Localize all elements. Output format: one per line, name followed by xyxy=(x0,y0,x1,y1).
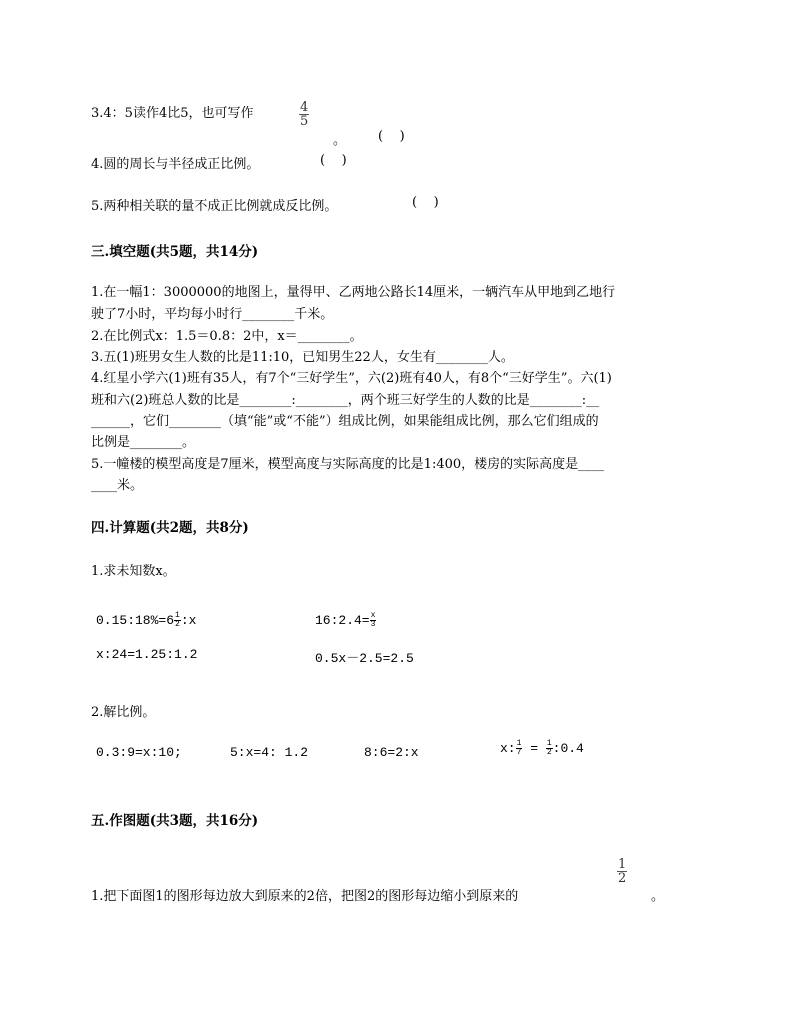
section-4-heading: 四.计算题(共2题，共8分) xyxy=(91,520,249,536)
fraction-numerator: 1 xyxy=(546,739,552,748)
section-3-line: 5.一幢楼的模型高度是7厘米，模型高度与实际高度的比是1:400，楼房的实际高度是____ xyxy=(91,457,605,472)
section-5-heading: 五.作图题(共3题，共16分) xyxy=(91,813,259,829)
fraction-denominator: 5 xyxy=(300,114,309,129)
equation-4: 0.5x－2.5=2.5 xyxy=(315,651,414,666)
fraction-denominator: 2 xyxy=(175,620,180,629)
section-3-heading: 三.填空题(共5题，共14分) xyxy=(91,244,259,260)
fraction-four-fifths xyxy=(299,101,309,128)
question-2-3-end xyxy=(333,129,346,148)
proportion-4-equals: = xyxy=(522,740,546,756)
proportion-4-left: x: xyxy=(500,740,516,756)
section-3-line: 4.红星小学六(1)班有35人，有7个“三好学生”，六(2)班有40人，有8个“三好学生”。六(1) xyxy=(91,371,612,386)
proportion-4-fraction-2 xyxy=(546,740,553,757)
question-5-1: 1.把下面图1的图形每边放大到原来的2倍，把图2的图形每边缩小到原来的 xyxy=(91,889,519,904)
fraction-denominator: 3 xyxy=(370,620,376,629)
answer-paren-text: ( ) xyxy=(320,153,347,168)
equation-1-fraction xyxy=(174,612,181,629)
question-4-1-label: 1.求未知数x。 xyxy=(91,564,176,579)
section-3-line: 班和六(2)班总人数的比是________:________，两个班三好学生的人数的比是________:__ xyxy=(91,393,600,408)
equation-1-left: 0.15:18%=6 xyxy=(96,612,175,628)
question-2-3-period: 。 xyxy=(333,133,347,148)
fraction-one-half xyxy=(617,858,627,885)
fraction-denominator: 2 xyxy=(618,871,627,886)
fraction-numerator: x xyxy=(370,611,376,620)
question-2-4-text: 4.圆的周长与半径成正比例。 xyxy=(91,157,260,172)
proportion-4-right: :0.4 xyxy=(552,740,584,756)
proportion-4 xyxy=(500,740,584,757)
section-3-line: 2.在比例式x：1.5＝0.8：2中，x＝________。 xyxy=(91,329,363,344)
question-2-4 xyxy=(91,153,259,172)
answer-paren[interactable] xyxy=(378,129,405,144)
proportion-3: 8:6=2:x xyxy=(364,745,419,760)
answer-paren-text: ( ) xyxy=(378,129,405,144)
question-5-1-end: 。 xyxy=(651,889,665,904)
answer-paren[interactable] xyxy=(412,195,439,210)
section-3-line: 驶了7小时，平均每小时行________千米。 xyxy=(91,307,334,322)
fraction-denominator: 2 xyxy=(546,748,552,757)
question-2-3-fraction xyxy=(299,101,309,128)
fraction-numerator: 1 xyxy=(618,857,627,872)
fraction-numerator: 4 xyxy=(300,100,309,115)
equation-3: x:24=1.25:1.2 xyxy=(96,647,198,662)
answer-paren-text: ( ) xyxy=(412,195,439,210)
question-2-3 xyxy=(91,102,254,121)
section-3-line: 比例是________。 xyxy=(91,435,196,450)
question-4-2-label: 2.解比例。 xyxy=(91,705,156,720)
answer-paren[interactable] xyxy=(320,153,347,168)
equation-1 xyxy=(96,612,196,629)
fraction-numerator: 1 xyxy=(175,611,180,620)
proportion-2: 5:x=4: 1.2 xyxy=(230,745,309,760)
section-3-line: 1.在一幅1：3000000的地图上，量得甲、乙两地公路长14厘米，一辆汽车从甲地到乙地行 xyxy=(91,285,616,300)
question-2-5 xyxy=(91,195,337,214)
equation-1-right: :x xyxy=(180,612,197,628)
question-5-1-fraction xyxy=(617,858,627,885)
question-2-3-text: 3.4：5读作4比5，也可写作 xyxy=(91,106,254,121)
section-3-line: 3.五(1)班男女生人数的比是11:10，已知男生22人，女生有________人。 xyxy=(91,350,514,365)
fraction-denominator: 7 xyxy=(516,748,522,757)
fraction-numerator: 1 xyxy=(516,739,522,748)
equation-2 xyxy=(315,612,376,629)
question-2-5-text: 5.两种相关联的量不成正比例就成反比例。 xyxy=(91,199,338,214)
equation-2-fraction xyxy=(370,612,377,629)
proportion-1: 0.3:9=x:10; xyxy=(96,745,182,760)
section-3-line: ____米。 xyxy=(91,478,144,493)
section-3-line: ______，它们________（填“能”或“不能”）组成比例，如果能组成比例，那么它们组成的 xyxy=(91,414,599,429)
equation-2-left: 16:2.4= xyxy=(315,612,370,628)
